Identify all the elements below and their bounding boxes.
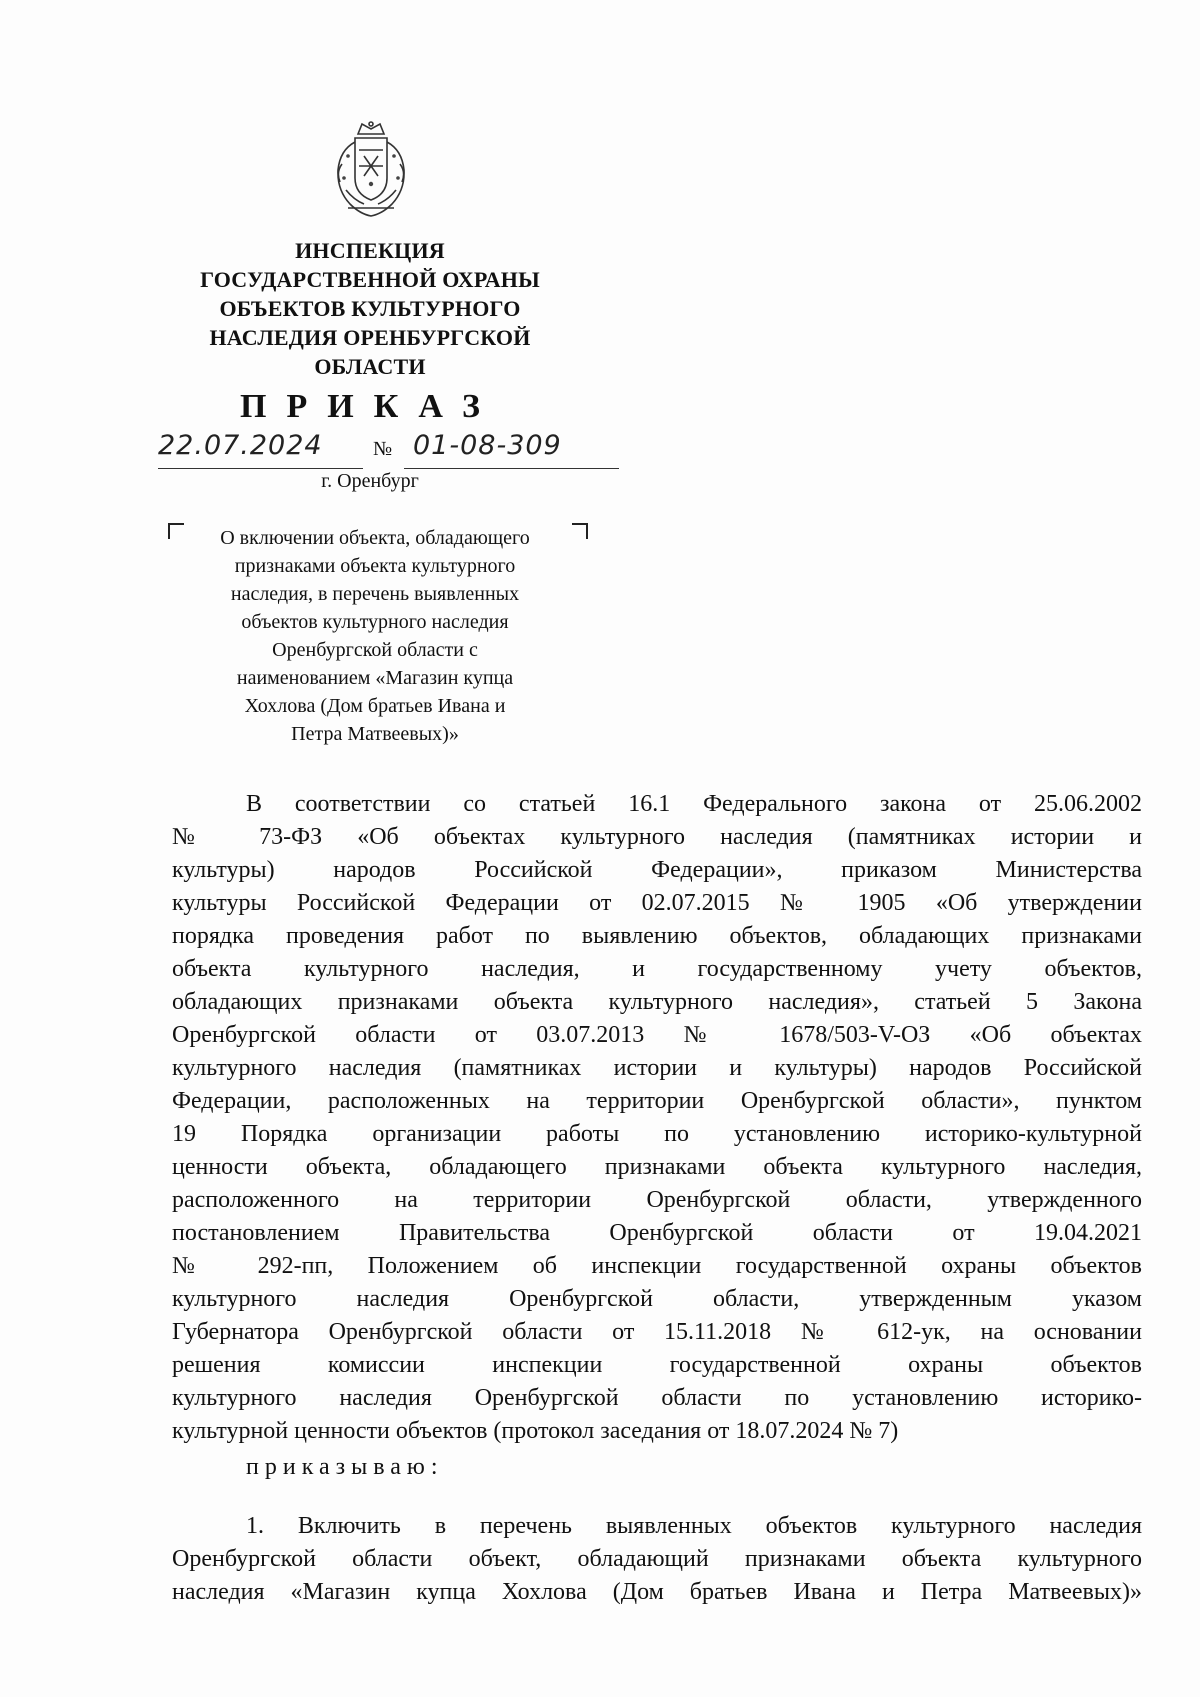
order-city: г. Оренбург — [321, 470, 419, 492]
preamble-line: Федерации, расположенных на территории Оренбургской области», пунктом — [172, 1088, 1142, 1114]
subject-line: признаками объекта культурного — [234, 555, 516, 577]
preamble-line: порядка проведения работ по выявлению объектов, обладающих признаками — [172, 923, 1142, 949]
item-line: наследия «Магазин купца Хохлова (Дом братьев Ивана и Петра Матвеевых)» — [172, 1579, 1142, 1605]
organization-line: ОБЪЕКТОВ КУЛЬТУРНОГО — [219, 296, 521, 321]
preamble-line: № 73-ФЗ «Об объектах культурного наследия (памятниках истории и — [172, 824, 1142, 850]
preamble-line: постановлением Правительства Оренбургской области от 19.04.2021 — [172, 1220, 1142, 1246]
preamble-line: Губернатора Оренбургской области от 15.11.2018 № 612-ук, на основании — [172, 1319, 1142, 1345]
preamble-line: культурной ценности объектов (протокол заседания от 18.07.2024 № 7) — [172, 1418, 899, 1444]
preamble-line: культуры Российской Федерации от 02.07.2015 № 1905 «Об утверждении — [172, 890, 1142, 916]
preamble-paragraph — [172, 788, 1142, 1448]
subject-line: наименованием «Магазин купца — [236, 667, 514, 689]
subject-line: Петра Матвеевых)» — [291, 723, 459, 745]
preamble-line: № 292-пп, Положением об инспекции государственной охраны объектов — [172, 1253, 1142, 1279]
organization-line: ГОСУДАРСТВЕННОЙ ОХРАНЫ — [200, 267, 540, 292]
item-line: 1. Включить в перечень выявленных объектов культурного наследия — [246, 1513, 1142, 1539]
number-sign: № — [373, 438, 393, 460]
order-title: ПРИКАЗ — [240, 388, 500, 425]
preamble-line: расположенного на территории Оренбургской области, утвержденного — [172, 1187, 1142, 1213]
preamble-line: культурного наследия Оренбургской области, утвержденным указом — [172, 1286, 1142, 1312]
organization-line: ИНСПЕКЦИЯ — [295, 238, 445, 263]
decree-word: приказываю: — [246, 1454, 444, 1480]
preamble-line: 19 Порядка организации работы по установлению историко-культурной — [172, 1121, 1142, 1147]
organization-line: НАСЛЕДИЯ ОРЕНБУРГСКОЙ — [209, 325, 531, 350]
subject-line: наследия, в перечень выявленных — [230, 583, 520, 605]
order-number: 01-08-309 — [413, 430, 562, 461]
organization-line: ОБЛАСТИ — [314, 354, 426, 379]
orenburg-coat-of-arms-icon — [328, 120, 414, 220]
preamble-line: обладающих признаками объекта культурного наследия», статьей 5 Закона — [172, 989, 1142, 1015]
order-subject — [170, 524, 580, 748]
preamble-line: объекта культурного наследия, и государственному учету объектов, — [172, 956, 1142, 982]
number-underline — [404, 468, 619, 469]
subject-line: объектов культурного наследия — [241, 611, 509, 633]
preamble-line: В соответствии со статьей 16.1 Федерального закона от 25.06.2002 — [246, 791, 1142, 817]
order-date: 22.07.2024 — [158, 430, 323, 461]
preamble-line: культурного наследия (памятниках истории и культуры) народов Российской — [172, 1055, 1142, 1081]
subject-line: О включении объекта, обладающего — [220, 527, 530, 549]
order-item-1 — [172, 1510, 1142, 1609]
date-underline — [158, 468, 363, 469]
preamble-line: ценности объекта, обладающего признаками объекта культурного наследия, — [172, 1154, 1142, 1180]
preamble-line: решения комиссии инспекции государственной охраны объектов — [172, 1352, 1142, 1378]
preamble-line: культурного наследия Оренбургской области по установлению историко- — [172, 1385, 1142, 1411]
subject-line: Хохлова (Дом братьев Ивана и — [244, 695, 506, 717]
subject-line: Оренбургской области с — [272, 639, 478, 661]
preamble-line: Оренбургской области от 03.07.2013 № 1678/503-V-ОЗ «Об объектах — [172, 1022, 1142, 1048]
preamble-line: культуры) народов Российской Федерации», приказом Министерства — [172, 857, 1142, 883]
organization-name — [150, 236, 590, 381]
item-line: Оренбургской области объект, обладающий признаками объекта культурного — [172, 1546, 1142, 1572]
order-number-row — [158, 430, 618, 470]
